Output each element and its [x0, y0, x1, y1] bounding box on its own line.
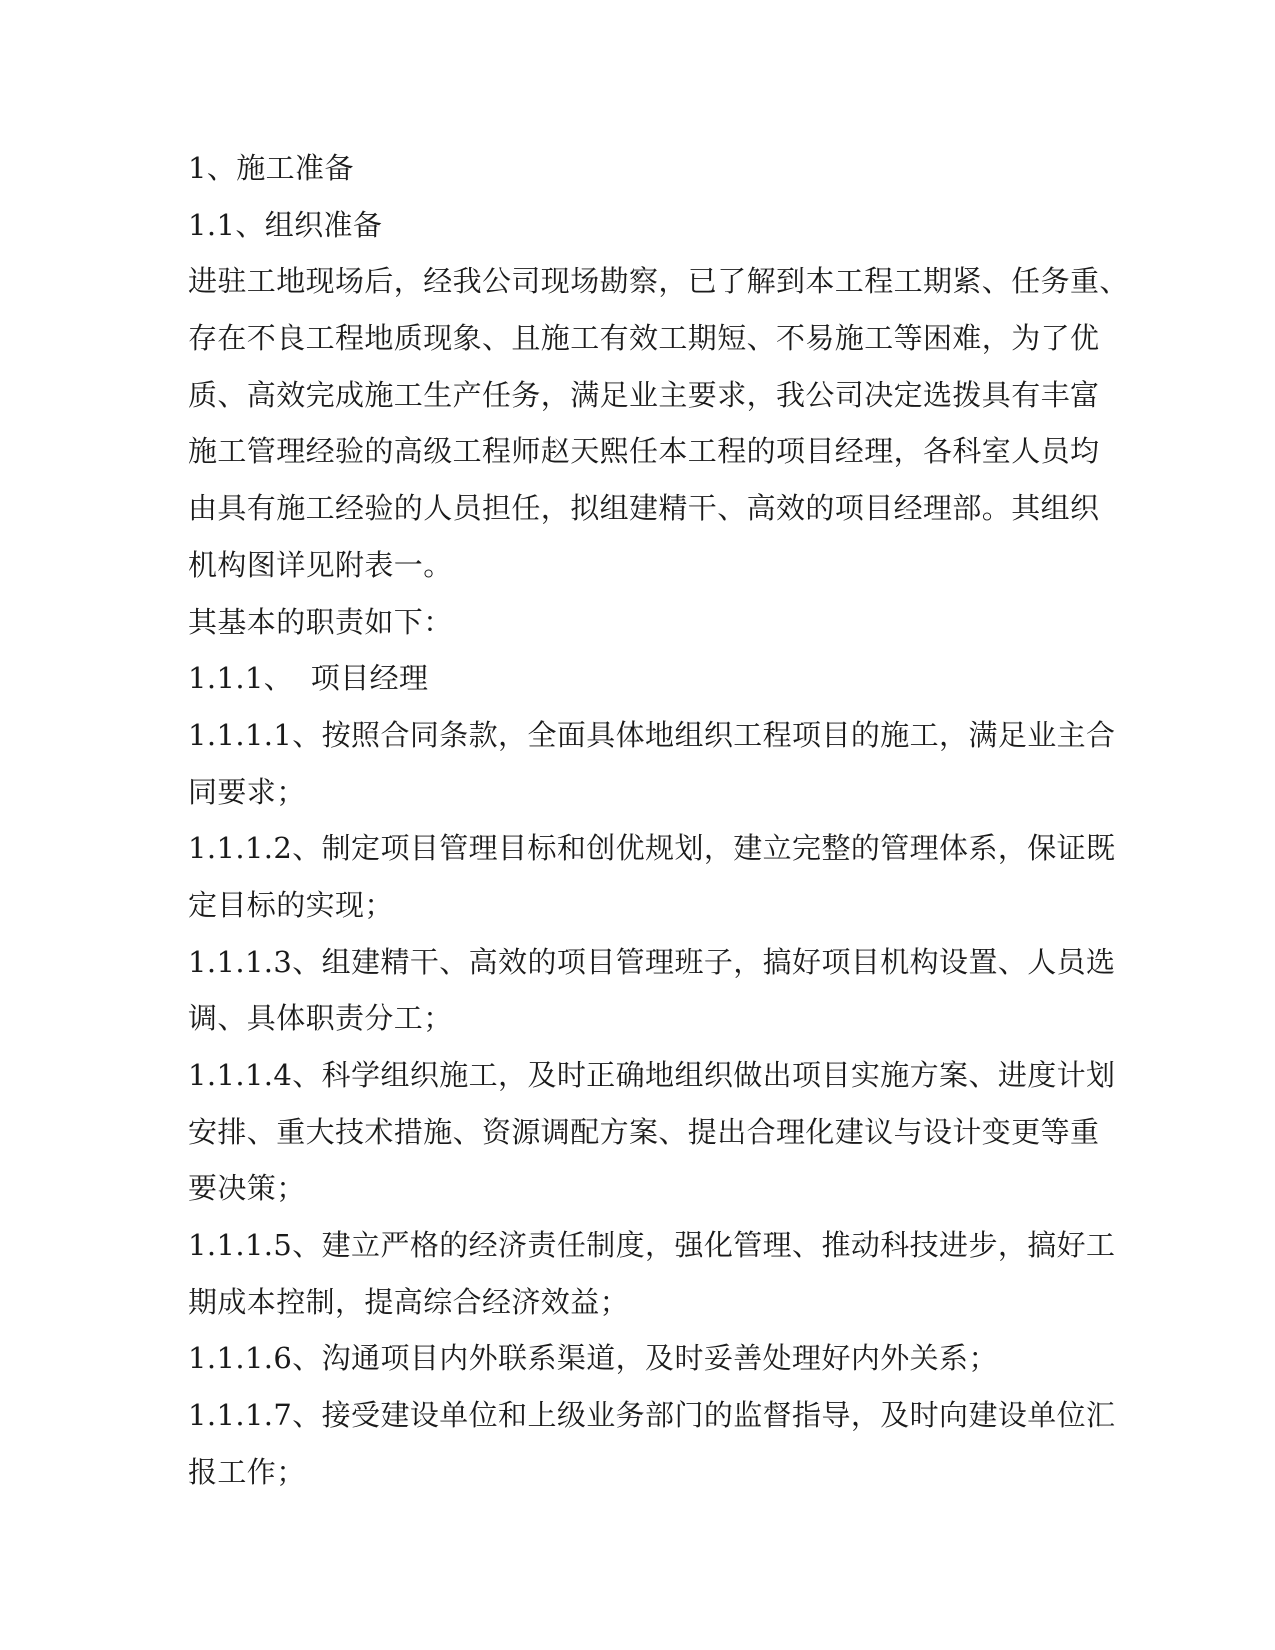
list-item-line: 期成本控制，提高综合经济效益； — [188, 1284, 630, 1319]
document-body — [188, 140, 1129, 1501]
list-item-line: 1.1.1.4、科学组织施工，及时正确地组织做出项目实施方案、进度计划 — [188, 1058, 1116, 1092]
list-item-line: 安排、重大技术措施、资源调配方案、提出合理化建议与设计变更等重 — [188, 1114, 1100, 1149]
list-item-line: 同要求； — [188, 774, 306, 809]
list-item-line: 1.1.1.3、组建精干、高效的项目管理班子，搞好项目机构设置、人员选 — [188, 944, 1116, 979]
paragraph-line: 存在不良工程地质现象、且施工有效工期短、不易施工等困难，为了优 — [188, 321, 1100, 356]
list-item-line: 调、具体职责分工； — [188, 1001, 453, 1036]
list-item-line: 1.1.1.5、建立严格的经济责任制度，强化管理、推动科技进步，搞好工 — [188, 1228, 1116, 1263]
list-item-line: 报工作； — [188, 1454, 306, 1489]
list-item-line: 1.1.1.6、沟通项目内外联系渠道，及时妥善处理好内外关系； — [188, 1341, 998, 1376]
subsection-heading: 1.1、组织准备 — [188, 207, 383, 242]
section-heading: 1、施工准备 — [188, 151, 354, 185]
paragraph-line: 施工管理经验的高级工程师赵天熙任本工程的项目经理，各科室人员均 — [188, 434, 1100, 469]
list-item-line: 1.1.1.1、按照合同条款，全面具体地组织工程项目的施工，满足业主合 — [188, 717, 1116, 752]
item-heading-project-manager: 1.1.1、 项目经理 — [188, 661, 429, 696]
paragraph-line: 由具有施工经验的人员担任，拟组建精干、高效的项目经理部。其组织 — [188, 491, 1100, 526]
list-item-line: 定目标的实现； — [188, 887, 394, 922]
list-item-line: 要决策； — [188, 1171, 306, 1206]
list-item-line: 1.1.1.2、制定项目管理目标和创优规划，建立完整的管理体系，保证既 — [188, 831, 1116, 866]
paragraph-line: 其基本的职责如下： — [188, 604, 453, 639]
paragraph-line: 机构图详见附表一。 — [188, 547, 453, 582]
paragraph-line: 进驻工地现场后，经我公司现场勘察，已了解到本工程工期紧、任务重、 — [188, 264, 1129, 299]
paragraph-line: 质、高效完成施工生产任务，满足业主要求，我公司决定选拨具有丰富 — [188, 377, 1100, 412]
list-item-line: 1.1.1.7、接受建设单位和上级业务部门的监督指导，及时向建设单位汇 — [188, 1398, 1116, 1433]
